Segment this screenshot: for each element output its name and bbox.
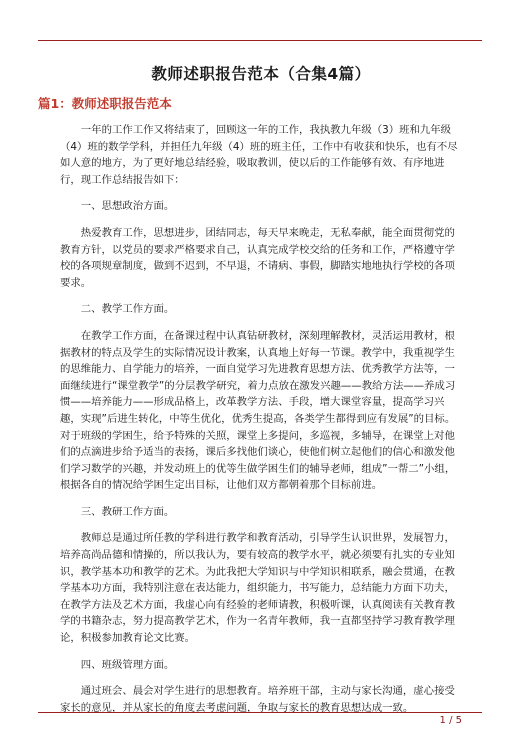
heading-class-management: 四、班级管理方面。 <box>80 658 175 671</box>
heading-politics: 一、思想政治方面。 <box>80 200 175 213</box>
header-rule <box>38 40 482 41</box>
paragraph-class-management: 通过班会、晨会对学生进行的思想教育。培养班干部，主动与家长沟通，虚心接受家长的意见，并从家长的角度去考虑问题，争取与家长的教育思想达成一致。 <box>60 685 455 714</box>
heading-teaching: 二、教学工作方面。 <box>80 303 175 316</box>
footer-rule <box>38 712 482 713</box>
heading-research: 三、教研工作方面。 <box>80 505 175 518</box>
section-subtitle: 篇1：教师述职报告范本 <box>38 96 172 111</box>
page-number: 1 / 5 <box>439 715 462 726</box>
document-body <box>38 62 462 716</box>
intro-paragraph: 一年的工作工作又将结束了，回顾这一年的工作，我执教九年级（3）班和九年级（4）班的数学学科，并担任九年级（4）班的班主任，工作中有收获和快乐，也有不尽如人意的地方，为了更好地总结经验，吸取教训，使以后的工作能够有效、有序地进行，现工作总结报告如下： <box>60 124 458 186</box>
paragraph-politics: 热爱教育工作，思想进步，团结同志，每天早来晚走，无私奉献，能全面贯彻党的教育方针，以党员的要求严格要求自己，认真完成学校交给的任务和工作，严格遵守学校的各项规章制度，做到不迟到，不早退，不请病、事假，脚踏实地地执行学校的各项要求。 <box>60 226 455 289</box>
paragraph-teaching: 在教学工作方面，在备课过程中认真钻研教材，深刻理解教材，灵活运用教材，根据教材的特点及学生的实际情况设计教案，认真地上好每一节课。教学中，我重视学生的思维能力、自学能力的培养，一面自觉学习先进教育思想方法、优秀教学方法等，一面继续进行“课堂教学”的分层教学研究，着力点放在激发兴趣——教给方法——养成习惯——培养能力——形成品格上，改革教学方法、手段，增大课堂容量，提高学习兴趣，实现”后进生转化，中等生优化，优秀生提高，各类学生都得到应有发展”的目标。对于班级的学困生，给予特殊的关照，课堂上多提问，多巡视，多辅导，在课堂上对他们的点滴进步给予适当的表扬，课后多找他们谈心，使他们树立起他们的信心和激发他们学习数学的兴趣，并发动班上的优等生做学困生们的辅导老师，组成”一帮二”小组，根据各自的情况给学困生定出目标，让他们双方都朝着那个目标前进。 <box>60 329 456 492</box>
document-title: 教师述职报告范本（合集4篇） <box>151 65 371 83</box>
paragraph-research: 教师总是通过所任教的学科进行教学和教育活动，引导学生认识世界，发展智力，培养高尚品德和情操的，所以我认为，要有较高的教学水平，就必须要有扎实的专业知识，教学基本功和教学的艺术。为此我把大学知识与中学知识相联系，融会贯通，在教学基本功方面，我特别注意在表达能力，组织能力，书写能力，总结能力方面下功夫，在教学方法及艺术方面，我虚心向有经验的老师请教，积极听课，认真阅读有关教育教学的书籍杂志，努力提高教学艺术，作为一名青年教师，我一直都坚持学习教育教学理论，积极参加教育论文比赛。 <box>60 532 455 645</box>
